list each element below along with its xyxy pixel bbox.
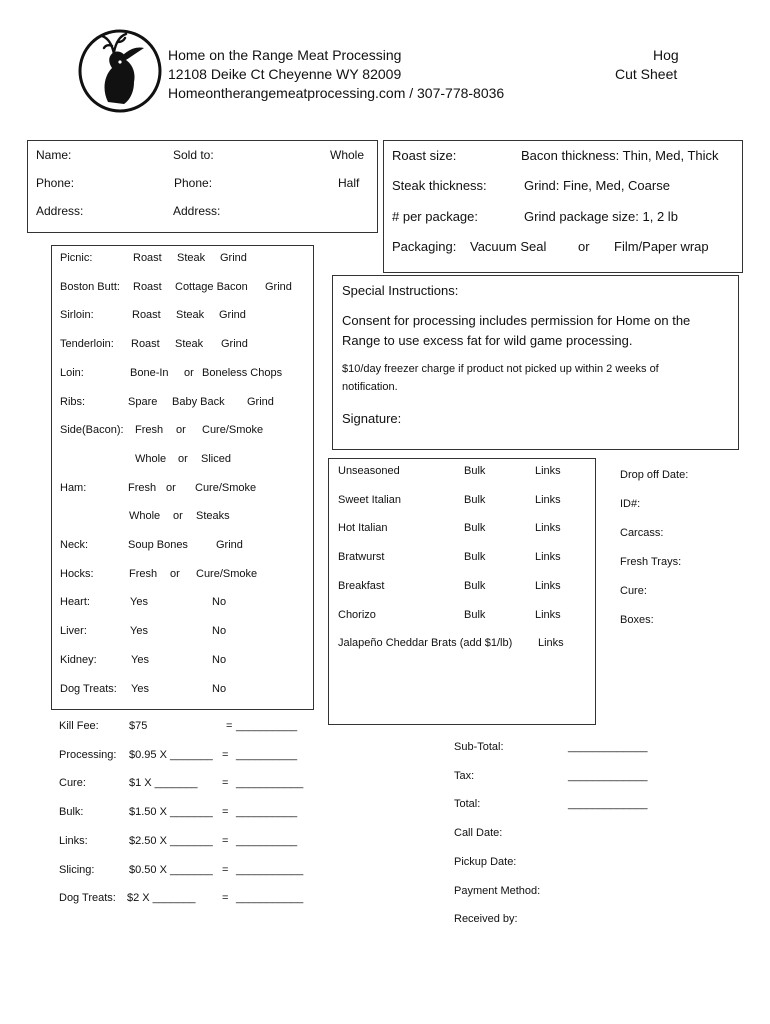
cut-option-2: Steak xyxy=(176,309,205,322)
fee-equals: = xyxy=(222,892,229,905)
half-option: Half xyxy=(338,176,360,190)
cut-label: Kidney: xyxy=(60,653,97,666)
cut-option-1: Yes xyxy=(131,682,149,695)
cut-option-1: Whole xyxy=(129,510,161,523)
dropoff-field: Drop off Date: xyxy=(620,469,689,481)
bacon-thickness-label: Bacon thickness: Thin, Med, Thick xyxy=(521,148,719,163)
cut-option-2: or xyxy=(170,567,180,580)
cut-option-1: Roast xyxy=(133,280,162,293)
cut-option-3: Sliced xyxy=(201,452,231,465)
total-label: Sub-Total: xyxy=(454,741,504,753)
fee-label: Processing: xyxy=(59,748,117,761)
fee-label: Cure: xyxy=(59,777,86,790)
fee-equals: = xyxy=(222,834,229,847)
steak-thickness-label: Steak thickness: xyxy=(392,178,487,193)
fee-total-line: __________ xyxy=(236,748,298,761)
total-label: Payment Method: xyxy=(454,884,541,897)
sausage-bulk: Bulk xyxy=(464,579,486,592)
signature-label: Signature: xyxy=(342,411,402,426)
cut-option-1: Roast xyxy=(131,338,160,351)
cut-option-1: Yes xyxy=(130,625,148,638)
grind-package-label: Grind package size: 1, 2 lb xyxy=(524,209,678,224)
sausage-bulk: Bulk xyxy=(464,608,486,621)
fee-label: Bulk: xyxy=(59,806,84,819)
cut-label: Liver: xyxy=(60,625,87,638)
cut-option-1: Fresh xyxy=(128,481,157,494)
cut-option-1: Whole xyxy=(135,452,167,465)
cut-label: Boston Butt: xyxy=(60,280,120,293)
fee-equals: = xyxy=(222,748,229,761)
cut-option-3: Grind xyxy=(247,395,274,408)
dropoff-field: ID#: xyxy=(620,498,641,510)
cut-option-1: Fresh xyxy=(129,567,158,580)
roast-size-label: Roast size: xyxy=(392,148,457,163)
cut-option-1: Roast xyxy=(133,252,162,264)
cut-option-3: Steaks xyxy=(196,510,230,523)
cut-label: Loin: xyxy=(60,366,84,379)
cut-option-2: Steak xyxy=(177,252,206,264)
packaging-label: Packaging: xyxy=(392,239,457,254)
sold-to-label: Sold to: xyxy=(173,148,214,162)
fee-price: $1 X _______ xyxy=(129,777,198,790)
cut-option-1: Roast xyxy=(132,309,161,322)
phone-label: Phone: xyxy=(36,176,75,190)
total-line: _____________ xyxy=(568,769,648,782)
total-label: Received by: xyxy=(454,913,518,926)
sausage-links: Links xyxy=(535,522,561,535)
consent-line-1: Consent for processing includes permission for Home on the xyxy=(342,313,691,328)
sausage-name: Bratwurst xyxy=(338,551,385,564)
cut-option-3: Cure/Smoke xyxy=(202,424,264,437)
dropoff-field: Fresh Trays: xyxy=(620,556,682,568)
sausage-links: Links xyxy=(535,579,561,592)
sausage-bulk: Bulk xyxy=(464,522,486,535)
consent-line-2: Range to use excess fat for wild game processing. xyxy=(342,333,633,348)
dropoff-field: Cure: xyxy=(620,585,647,597)
vacuum-seal-option: Vacuum Seal xyxy=(470,239,547,254)
cut-label: Neck: xyxy=(60,539,89,551)
fee-total-line: __________ xyxy=(236,720,298,732)
fee-equals: = xyxy=(222,863,229,876)
sausage-bulk: Bulk xyxy=(464,493,486,506)
sausage-bulk: Bulk xyxy=(464,465,486,477)
cut-label: Heart: xyxy=(60,596,90,609)
sausage-name: Chorizo xyxy=(338,608,376,621)
fee-total-line: ___________ xyxy=(236,863,304,876)
company-name: Home on the Range Meat Processing xyxy=(168,47,402,63)
sausage-links: Links xyxy=(535,551,561,564)
fee-total-line: __________ xyxy=(236,806,298,819)
special-title: Special Instructions: xyxy=(342,283,459,298)
cut-label: Hocks: xyxy=(60,567,94,580)
per-package-label: # per package: xyxy=(392,209,479,224)
sausage-name: Jalapeño Cheddar Brats (add $1/lb) xyxy=(338,637,513,650)
dropoff-field: Carcass: xyxy=(620,527,664,539)
fee-equals: = xyxy=(226,720,233,732)
fee-total-line: ___________ xyxy=(236,777,304,790)
cut-option-1: Yes xyxy=(130,596,148,609)
cut-option-3: No xyxy=(212,653,227,666)
cut-option-2: Steak xyxy=(175,338,204,351)
company-address: 12108 Deike Ct Cheyenne WY 82009 xyxy=(168,66,402,82)
fee-equals: = xyxy=(222,777,229,790)
sausage-name: Hot Italian xyxy=(338,522,388,535)
cut-option-3: No xyxy=(212,625,227,638)
cut-option-1: Spare xyxy=(128,395,158,408)
cut-option-3: Grind xyxy=(265,280,292,293)
cut-option-3: No xyxy=(212,596,227,609)
cut-option-2: or xyxy=(176,424,186,437)
fee-label: Slicing: xyxy=(59,863,95,876)
doc-type: Cut Sheet xyxy=(615,66,678,82)
cut-label: Side(Bacon): xyxy=(60,424,124,437)
cut-option-3: No xyxy=(212,682,227,695)
sausage-name: Breakfast xyxy=(338,579,385,592)
cut-label: Sirloin: xyxy=(60,309,94,322)
company-web-phone: Homeontherangemeatprocessing.com / 307-778-8036 xyxy=(168,85,505,101)
fee-label: Dog Treats: xyxy=(59,892,116,905)
cut-option-2: Cottage Bacon xyxy=(175,280,248,293)
total-label: Tax: xyxy=(454,769,475,782)
cut-option-3: Grind xyxy=(221,338,248,351)
total-label: Pickup Date: xyxy=(454,855,517,868)
cut-option-3: Grind xyxy=(220,252,247,264)
address2-label: Address: xyxy=(173,204,221,218)
fee-total-line: ___________ xyxy=(236,892,304,905)
sausage-links: Links xyxy=(535,493,561,506)
sausage-bulk: Bulk xyxy=(464,551,486,564)
fee-price: $75 xyxy=(129,720,148,732)
cut-option-3: Grind xyxy=(216,539,243,551)
fee-price: $0.95 X _______ xyxy=(129,748,213,761)
freezer-line-2: notification. xyxy=(342,381,398,393)
cut-option-1: Bone-In xyxy=(130,366,169,379)
cut-option-2: Baby Back xyxy=(172,395,225,408)
cut-label: Ribs: xyxy=(60,395,86,408)
cut-label: Ham: xyxy=(60,481,87,494)
packaging-or: or xyxy=(578,239,590,254)
cut-option-1: Soup Bones xyxy=(128,539,188,551)
fee-total-line: __________ xyxy=(236,834,298,847)
freezer-line-1: $10/day freezer charge if product not picked up within 2 weeks of xyxy=(342,363,659,375)
fee-label: Links: xyxy=(59,834,88,847)
fee-label: Kill Fee: xyxy=(59,720,99,732)
sausage-links: Links xyxy=(535,608,561,621)
sausage-name: Sweet Italian xyxy=(338,493,401,506)
total-label: Total: xyxy=(454,798,481,811)
cut-option-1: Fresh xyxy=(135,424,164,437)
fee-price: $2.50 X _______ xyxy=(129,834,213,847)
cut-option-3: Cure/Smoke xyxy=(196,567,258,580)
total-label: Call Date: xyxy=(454,827,503,840)
name-label: Name: xyxy=(36,148,72,162)
sausage-links: Links xyxy=(538,637,564,650)
whole-option: Whole xyxy=(330,148,365,162)
sausage-name: Unseasoned xyxy=(338,465,400,477)
cut-label: Dog Treats: xyxy=(60,682,117,695)
cut-option-3: Grind xyxy=(219,309,246,322)
film-wrap-option: Film/Paper wrap xyxy=(614,239,709,254)
fee-price: $2 X _______ xyxy=(127,892,196,905)
total-line: _____________ xyxy=(568,798,648,811)
cut-option-2: or xyxy=(166,481,176,494)
phone2-label: Phone: xyxy=(174,176,213,190)
total-line: _____________ xyxy=(568,741,648,753)
fee-price: $0.50 X _______ xyxy=(129,863,213,876)
cut-option-1: Yes xyxy=(131,653,149,666)
jackalope-logo-icon xyxy=(78,28,162,114)
cut-option-2: or xyxy=(184,366,194,379)
animal-type: Hog xyxy=(653,47,679,63)
cut-option-2: or xyxy=(173,510,183,523)
sausage-links: Links xyxy=(535,465,561,477)
grind-label: Grind: Fine, Med, Coarse xyxy=(524,178,670,193)
cut-label: Picnic: xyxy=(60,252,93,264)
cut-option-3: Cure/Smoke xyxy=(195,481,257,494)
cut-label: Tenderloin: xyxy=(60,338,114,351)
fee-equals: = xyxy=(222,806,229,819)
fee-price: $1.50 X _______ xyxy=(129,806,213,819)
address-label: Address: xyxy=(36,204,84,218)
cut-option-3: Boneless Chops xyxy=(202,366,283,379)
dropoff-field: Boxes: xyxy=(620,614,654,626)
cut-option-2: or xyxy=(178,452,188,465)
